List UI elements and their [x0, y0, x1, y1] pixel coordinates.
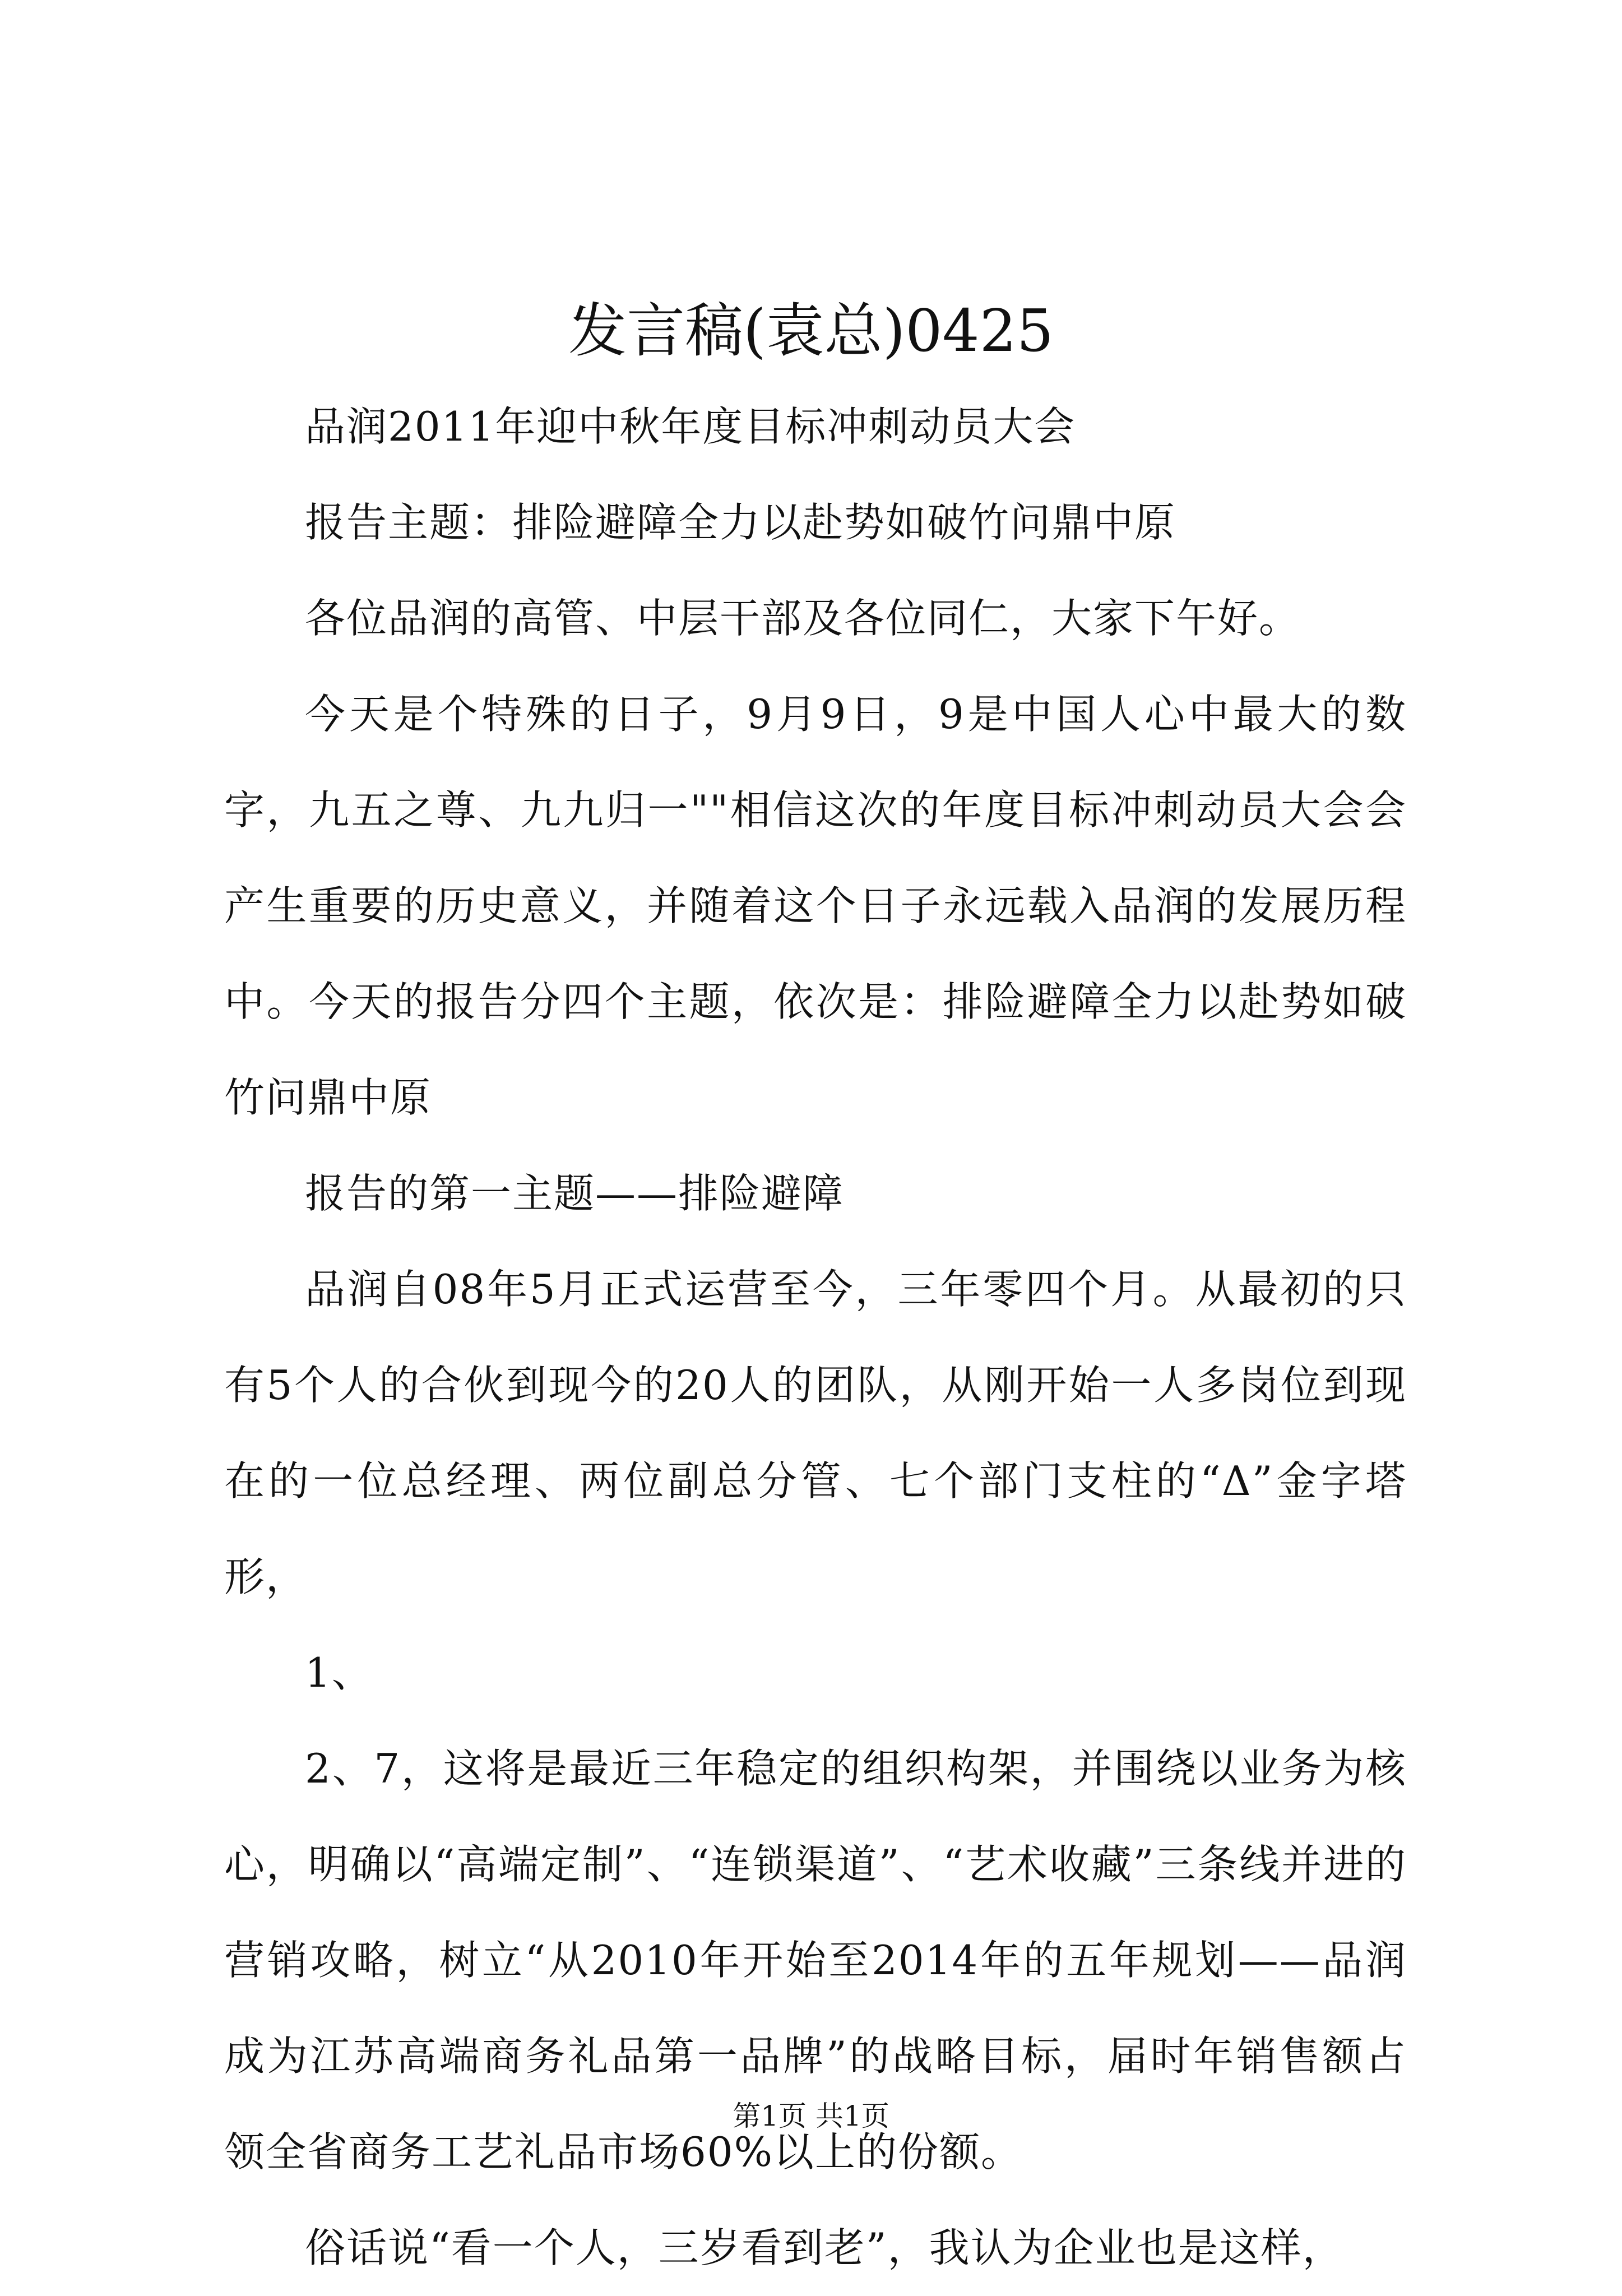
paragraph-strategy: 2、7，这将是最近三年稳定的组织构架，并围绕以业务为核心，明确以“高端定制”、“连锁渠道”、“艺术收藏”三条线并进的营销攻略，树立“从2010年开始至2014年的五年规划——品润成为江苏高端商务礼品第一品牌”的战略目标，届时年销售额占领全省商务工艺礼品市场60%以上的份额。 — [224, 1745, 1407, 2175]
paragraph-report-theme: 报告主题：排险避障全力以赴势如破竹问鼎中原 — [305, 499, 1176, 546]
paragraph-special-day: 今天是个特殊的日子，9月9日，9是中国人心中最大的数字，九五之尊、九九归一""相信这次的年度目标冲刺动员大会会产生重要的历史意义，并随着这个日子永远载入品润的发展历程中。今天的报告分四个主题，依次是：排险避障全力以赴势如破竹问鼎中原 — [224, 691, 1407, 1121]
paragraph-history: 品润自08年5月正式运营至今，三年零四个月。从最初的只有5个人的合伙到现今的20人的团队，从刚开始一人多岗位到现在的一位总经理、两位副总分管、七个部门支柱的“Δ”金字塔形， — [224, 1266, 1407, 1600]
paragraph-meeting-name: 品润2011年迎中秋年度目标冲刺动员大会 — [305, 403, 1076, 450]
paragraph-list-item-1: 1、 — [305, 1649, 373, 1696]
paragraph-greeting: 各位品润的高管、中层干部及各位同仁，大家下午好。 — [305, 595, 1301, 642]
page-footer: 第1页 共1页 — [733, 2100, 889, 2132]
document-body — [224, 379, 1407, 2296]
document-title: 发言稿(袁总)0425 — [568, 297, 1054, 365]
paragraph-first-theme: 报告的第一主题——排险避障 — [305, 1170, 845, 1217]
paragraph-saying: 俗话说“看一个人，三岁看到老”，我认为企业也是这样， — [305, 2224, 1344, 2271]
